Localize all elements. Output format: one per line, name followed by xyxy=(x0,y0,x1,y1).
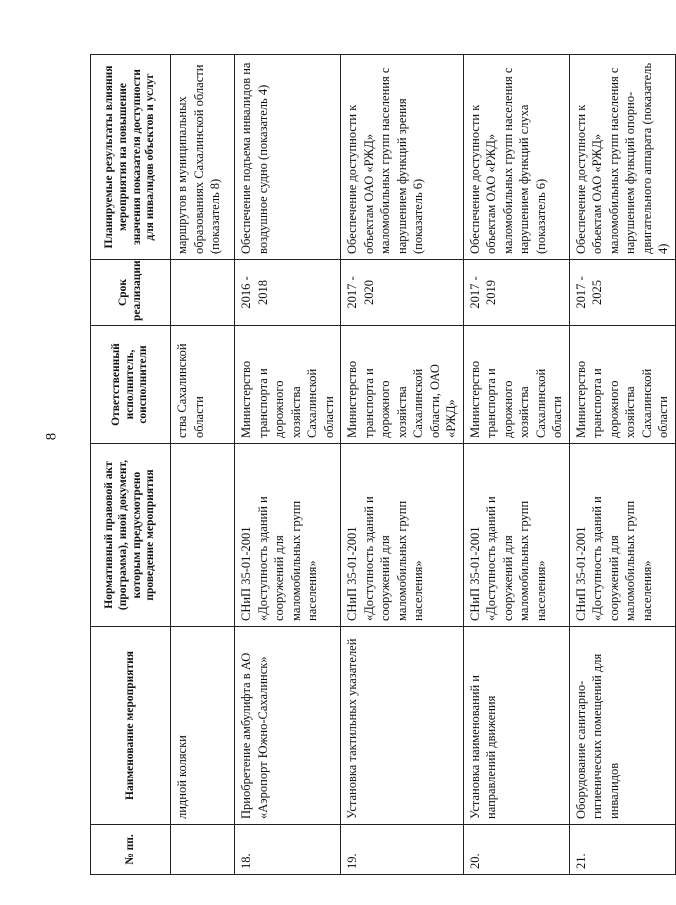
cell-responsible: ства Сахалинской области xyxy=(171,326,235,444)
page-number: 8 xyxy=(43,432,60,441)
cell-name: Оборудование санитарно-гигиенических помещений для инвалидов xyxy=(569,627,675,825)
cell-num: 21. xyxy=(569,825,675,875)
table-row xyxy=(569,55,675,875)
cell-term: 2016 - 2018 xyxy=(235,260,341,326)
cell-act: СНиП 35-01-2001 «Доступность зданий и сооружений для маломобильных групп населения» xyxy=(235,444,341,627)
cell-term: 2017 - 2025 xyxy=(569,260,675,326)
cell-result: Обеспечение подъема инвалидов на воздушное судно (показатель 4) xyxy=(235,55,341,260)
cell-result: маршрутов в муниципальных образованиях Сахалинской области (показатель 8) xyxy=(171,55,235,260)
cell-term: 2017 - 2019 xyxy=(463,260,569,326)
cell-num xyxy=(171,825,235,875)
table-row xyxy=(235,55,341,875)
cell-responsible: Министерство транспорта и дорожного хозяйства Сахалинской области xyxy=(569,326,675,444)
header-term: Срок реализации xyxy=(91,260,171,326)
cell-result: Обеспечение доступности к объектам ОАО «РЖД» маломобильных групп населения с нарушением функций слуха (показатель 6) xyxy=(463,55,569,260)
table-row xyxy=(171,55,235,875)
table-header-row xyxy=(91,55,171,875)
header-name: Наименование мероприятия xyxy=(91,627,171,825)
cell-responsible: Министерство транспорта и дорожного хозяйства Сахалинской области, ОАО «РЖД» xyxy=(341,326,464,444)
cell-name: лидной коляски xyxy=(171,627,235,825)
rotated-table-container xyxy=(90,55,670,875)
cell-name: Приобретение амбулифта в АО «Аэропорт Южно-Сахалинск» xyxy=(235,627,341,825)
measures-table xyxy=(90,54,676,875)
cell-name: Установка наименований и направлений движения xyxy=(463,627,569,825)
header-act: Нормативный правовой акт (программа), иной документ, которым предусмотрено проведение мероприятия xyxy=(91,444,171,627)
cell-act: СНиП 35-01-2001 «Доступность зданий и сооружений для маломобильных групп населения» xyxy=(341,444,464,627)
cell-act: СНиП 35-01-2001 «Доступность зданий и сооружений для маломобильных групп населения» xyxy=(463,444,569,627)
cell-responsible: Министерство транспорта и дорожного хозяйства Сахалинской области xyxy=(235,326,341,444)
table-row xyxy=(463,55,569,875)
header-responsible: Ответственный исполнитель, соисполнители xyxy=(91,326,171,444)
cell-name: Установка тактильных указателей xyxy=(341,627,464,825)
cell-num: 19. xyxy=(341,825,464,875)
cell-act: СНиП 35-01-2001 «Доступность зданий и сооружений для маломобильных групп населения» xyxy=(569,444,675,627)
cell-num: 20. xyxy=(463,825,569,875)
header-num: № пп. xyxy=(91,825,171,875)
header-result: Планируемые результаты влияния мероприятия на повышение значения показателя доступности для инвалидов объектов и услуг xyxy=(91,55,171,260)
cell-result: Обеспечение доступности к объектам ОАО «РЖД» маломобильных групп населения с нарушением функций зрения (показатель 6) xyxy=(341,55,464,260)
cell-act xyxy=(171,444,235,627)
cell-result: Обеспечение доступности к объектам ОАО «РЖД» маломобильных групп населения с нарушением функций опорно-двигательного аппарата (показатель 4) xyxy=(569,55,675,260)
cell-num: 18. xyxy=(235,825,341,875)
cell-responsible: Министерство транспорта и дорожного хозяйства Сахалинской области xyxy=(463,326,569,444)
table-row xyxy=(341,55,464,875)
cell-term xyxy=(171,260,235,326)
cell-term: 2017 - 2020 xyxy=(341,260,464,326)
